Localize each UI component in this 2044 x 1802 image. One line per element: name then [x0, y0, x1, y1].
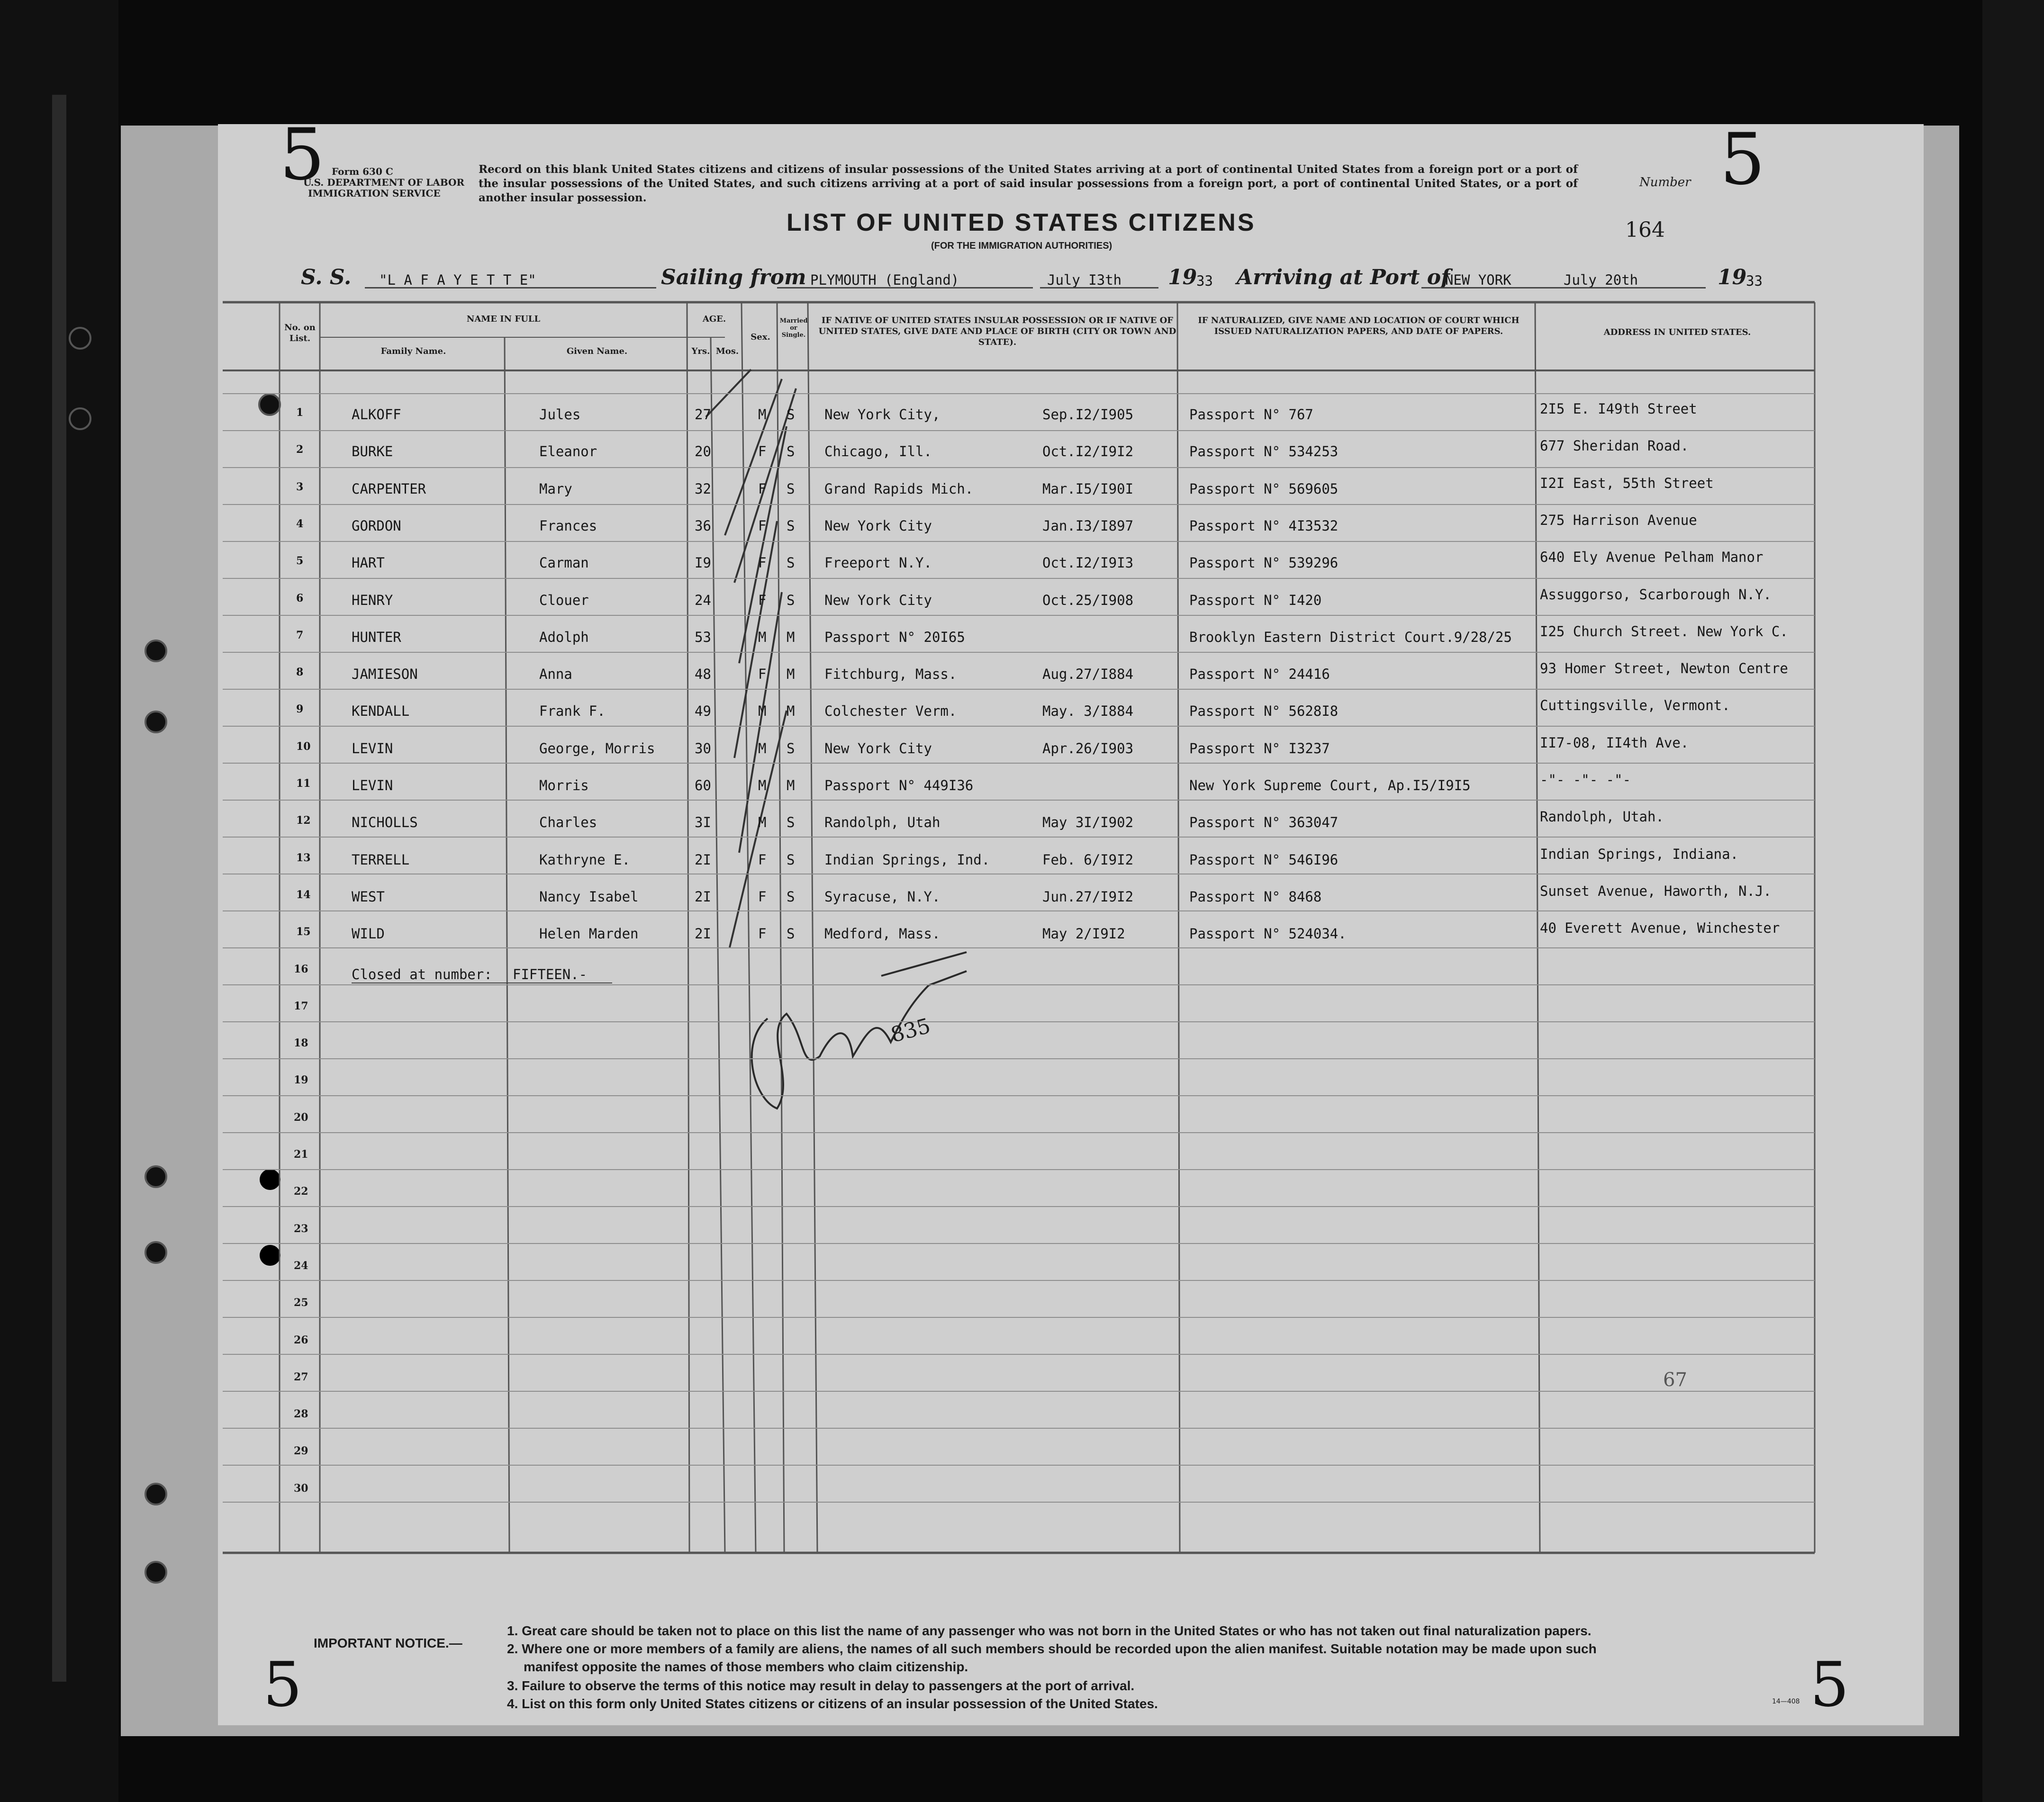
row-rule [223, 652, 1815, 653]
marital-status: M [787, 666, 795, 683]
given-name: Nancy Isabel [539, 888, 639, 905]
birth-date: May 3I/I902 [1042, 814, 1134, 831]
col-address: ADDRESS IN UNITED STATES. [1603, 327, 1751, 337]
form-number-corner: 5 [280, 114, 325, 196]
row-number: 6 [296, 592, 304, 604]
naturalization: Passport N° I3237 [1189, 740, 1330, 757]
marital-status: M [787, 777, 795, 793]
closed-label: Closed at number: [352, 966, 492, 982]
service-label: IMMIGRATION SERVICE [308, 188, 441, 199]
print-code: 14—408 [1772, 1698, 1800, 1705]
birth-place: Fitchburg, Mass. [824, 666, 957, 683]
row-rule [223, 689, 1815, 690]
row-number: 11 [296, 777, 311, 790]
marital-status: S [787, 814, 795, 831]
family-name: ALKOFF [352, 406, 401, 423]
row-number: 18 [294, 1037, 308, 1050]
row-rule [223, 1169, 1815, 1170]
address-line-1: I2I East, 55th Street [1540, 475, 1714, 491]
row-rule [223, 1354, 1815, 1355]
birth-date: Apr.26/I903 [1042, 740, 1134, 757]
marital-status: S [787, 406, 795, 423]
row-number: 12 [296, 814, 311, 827]
row-rule [223, 1502, 1815, 1503]
notice-item-3: 3. Failure to observe the terms of this notice may result in delay to passengers at the port of arrival. [507, 1678, 1135, 1693]
birth-place: Grand Rapids Mich. [824, 480, 974, 497]
row-number: 24 [294, 1259, 308, 1272]
row-rule [223, 1317, 1815, 1318]
given-name: Anna [539, 666, 572, 683]
birth-place: Medford, Mass. [824, 926, 941, 942]
birth-date: Oct.I2/I9I3 [1042, 555, 1134, 571]
sex: F [758, 480, 767, 497]
address-line-1: 640 Ely Avenue Pelham Manor [1540, 549, 1764, 566]
given-name: Adolph [539, 629, 589, 645]
row-rule [223, 1280, 1815, 1281]
naturalization: New York Supreme Court, Ap.I5/I9I5 [1189, 777, 1471, 793]
naturalization: Brooklyn Eastern District Court.9/28/25 [1189, 629, 1512, 645]
row-number: 9 [296, 703, 304, 716]
closed-value: FIFTEEN.- [513, 966, 588, 982]
family-name: HART [352, 555, 385, 571]
given-name: Kathryne E. [539, 851, 631, 868]
family-name: TERRELL [352, 851, 410, 868]
age-years: 30 [695, 740, 711, 757]
row-number: 19 [294, 1074, 308, 1087]
address-line-1: 677 Sheridan Road. [1540, 438, 1689, 454]
row-rule [223, 984, 1815, 985]
arrival-year: 33 [1746, 273, 1763, 289]
birth-place: New York City [824, 517, 932, 534]
row-rule [223, 1021, 1815, 1022]
marital-status: S [787, 888, 795, 905]
row-rule [223, 1058, 1815, 1059]
row-rule [223, 800, 1815, 801]
birth-place: Syracuse, N.Y. [824, 888, 941, 905]
marital-status: S [787, 555, 795, 571]
row-number: 22 [294, 1185, 308, 1198]
col-naturalized: IF NATURALIZED, GIVE NAME AND LOCATION OF COURT WHICH ISSUED NATURALIZATION PAPERS, AND DATE OF PAPERS. [1198, 315, 1519, 336]
given-name: Morris [539, 777, 589, 793]
age-years: 3I [695, 814, 711, 831]
department-label: U.S. DEPARTMENT OF LABOR [303, 177, 465, 188]
address-line-1: Indian Springs, Indiana. [1540, 846, 1739, 862]
row-number: 5 [296, 555, 304, 568]
address-line-1: II7-08, II4th Ave. [1540, 734, 1689, 751]
address-line-1: -"- -"- -"- [1540, 772, 1631, 788]
row-number: 28 [294, 1408, 308, 1421]
row-rule [223, 1391, 1815, 1392]
pencil-mark: 67 [1663, 1369, 1687, 1391]
naturalization: Passport N° 569605 [1189, 480, 1339, 497]
marital-status: S [787, 443, 795, 460]
birth-place: New York City [824, 740, 932, 757]
sex: F [758, 592, 767, 608]
signature-number: 835 [888, 1014, 933, 1047]
row-number: 4 [296, 517, 304, 530]
naturalization: Passport N° 363047 [1189, 814, 1339, 831]
row-number: 14 [296, 888, 311, 901]
corner-number-left: 5 [263, 1649, 302, 1721]
col-name-in-full: NAME IN FULL [466, 314, 541, 324]
family-name: HUNTER [352, 629, 401, 645]
row-number: 17 [294, 1000, 308, 1012]
notice-item-1: 1. Great care should be taken not to place on this list the name of any passenger who was not born in the United States or who has not taken out final naturalization papers. [507, 1623, 1592, 1638]
age-years: 27 [695, 406, 711, 423]
naturalization: Passport N° 546I96 [1189, 851, 1339, 868]
naturalization: Passport N° 8468 [1189, 888, 1322, 905]
notice-item-4: 4. List on this form only United States citizens or citizens of an insular possession of the United States. [507, 1696, 1158, 1711]
sailing-label: Sailing from [661, 265, 806, 289]
from-port: PLYMOUTH (England) [810, 272, 959, 288]
row-rule [223, 467, 1815, 468]
given-name: Helen Marden [539, 926, 639, 942]
address-line-1: Assuggorso, Scarborough N.Y. [1540, 586, 1772, 603]
birth-place: Freeport N.Y. [824, 555, 932, 571]
row-number: 10 [296, 740, 311, 753]
family-name: NICHOLLS [352, 814, 418, 831]
birth-date: May 2/I9I2 [1042, 926, 1125, 942]
given-name: Eleanor [539, 443, 597, 460]
row-rule [223, 504, 1815, 505]
row-number: 21 [294, 1148, 308, 1161]
age-years: I9 [695, 555, 711, 571]
row-rule [223, 615, 1815, 616]
naturalization: Passport N° 5628I8 [1189, 703, 1339, 720]
address-line-1: Randolph, Utah. [1540, 809, 1664, 825]
row-rule [223, 726, 1815, 727]
marital-status: S [787, 480, 795, 497]
birth-date: Sep.I2/I905 [1042, 406, 1134, 423]
sex: M [758, 777, 767, 793]
age-years: 49 [695, 703, 711, 720]
col-married-single: Married or Single. [779, 317, 808, 339]
arrival-date: July 20th [1564, 272, 1638, 288]
row-rule [223, 1243, 1815, 1244]
row-number: 16 [294, 963, 308, 975]
row-number: 20 [294, 1111, 308, 1124]
marital-status: S [787, 926, 795, 942]
address-line-1: Cuttingsville, Vermont. [1540, 697, 1730, 714]
row-rule [223, 910, 1815, 911]
age-years: 32 [695, 480, 711, 497]
notice-heading: IMPORTANT NOTICE.— [314, 1636, 462, 1650]
notice-item-2b: manifest opposite the names of those members who claim citizenship. [524, 1659, 968, 1674]
sex: F [758, 443, 767, 460]
row-rule [223, 1132, 1815, 1133]
page-title: LIST OF UNITED STATES CITIZENS [787, 209, 1256, 236]
naturalization: Passport N° 24416 [1189, 666, 1330, 683]
col-mos: Mos. [715, 346, 739, 356]
row-number: 8 [296, 666, 304, 679]
sex: F [758, 926, 767, 942]
row-number: 3 [296, 480, 304, 493]
marital-status: M [787, 703, 795, 720]
corner-number-right: 5 [1810, 1649, 1849, 1721]
row-number: 27 [294, 1370, 308, 1383]
family-name: KENDALL [352, 703, 410, 720]
birth-place: Colchester Verm. [824, 703, 957, 720]
birth-place: Chicago, Ill. [824, 443, 932, 460]
address-line-1: 40 Everett Avenue, Winchester [1540, 920, 1780, 937]
birth-place: Passport N° 449I36 [824, 777, 974, 793]
naturalization: Passport N° I420 [1189, 592, 1322, 608]
handwritten-page-number: 164 [1625, 218, 1665, 242]
age-years: 36 [695, 517, 711, 534]
birth-date: Mar.I5/I90I [1042, 480, 1134, 497]
notice-item-2: 2. Where one or more members of a family are aliens, the names of all such members should be recorded upon the alien manifest. Suitable notation may be made upon such [507, 1641, 1597, 1656]
sail-year: 33 [1196, 273, 1213, 289]
naturalization: Passport N° 534253 [1189, 443, 1339, 460]
sex: M [758, 703, 767, 720]
row-rule [223, 393, 1815, 394]
row-rule [223, 541, 1815, 542]
given-name: Frances [539, 517, 597, 534]
age-years: 53 [695, 629, 711, 645]
age-years: 2I [695, 851, 711, 868]
sex: F [758, 888, 767, 905]
family-name: WILD [352, 926, 385, 942]
col-birth: IF NATIVE OF UNITED STATES INSULAR POSSESSION OR IF NATIVE OF UNITED STATES, GIVE DATE AND PLACE OF BIRTH (CITY OR TOWN AND STATE). [818, 315, 1176, 347]
sex: M [758, 406, 767, 423]
age-years: 2I [695, 888, 711, 905]
marital-status: S [787, 517, 795, 534]
number-label: Number [1639, 175, 1691, 189]
given-name: Frank F. [539, 703, 606, 720]
row-rule [223, 430, 1815, 431]
address-line-1: 2I5 E. I49th Street [1540, 401, 1697, 417]
sex: F [758, 555, 767, 571]
age-years: 20 [695, 443, 711, 460]
form-code: Form 630 C [332, 166, 393, 177]
col-no: No. on List. [284, 323, 316, 343]
age-years: 24 [695, 592, 711, 608]
family-name: WEST [352, 888, 385, 905]
naturalization: Passport N° 4I3532 [1189, 517, 1339, 534]
row-number: 30 [294, 1482, 308, 1495]
sex: F [758, 517, 767, 534]
sex: M [758, 740, 767, 757]
birth-date: May. 3/I884 [1042, 703, 1134, 720]
row-rule [223, 947, 1815, 948]
marital-status: S [787, 592, 795, 608]
row-rule [223, 1465, 1815, 1466]
col-family-name: Family Name. [380, 346, 446, 356]
given-name: Carman [539, 555, 589, 571]
birth-place: New York City [824, 592, 932, 608]
row-rule [223, 837, 1815, 838]
address-line-1: I25 Church Street. New York C. [1540, 623, 1788, 640]
row-number: 2 [296, 443, 304, 456]
family-name: LEVIN [352, 777, 393, 793]
birth-place: New York City, [824, 406, 941, 423]
age-years: 2I [695, 926, 711, 942]
number-value: 5 [1720, 118, 1765, 201]
naturalization: Passport N° 524034. [1189, 926, 1347, 942]
birth-date: Feb. 6/I9I2 [1042, 851, 1134, 868]
row-rule [223, 1206, 1815, 1207]
col-age: AGE. [702, 314, 726, 324]
instructions-text: Record on this blank United States citizens and citizens of insular possessions of the United States arriving at a port of continental United States from a foreign port or a port of the insular possessions of the United States, and such citizens arriving at a port of said insular possessions from a foreign port, a port of continental United States, or a port of another insular possession. [479, 163, 1578, 204]
birth-place: Passport N° 20I65 [824, 629, 965, 645]
arrival-port: NEW YORK [1445, 272, 1511, 288]
birth-date: Oct.I2/I9I2 [1042, 443, 1134, 460]
row-number: 23 [294, 1222, 308, 1235]
row-number: 1 [296, 406, 304, 419]
row-rule [223, 1095, 1815, 1096]
col-yrs: Yrs. [691, 346, 710, 356]
row-number: 15 [296, 926, 311, 938]
ss-label: S. S. [301, 265, 352, 289]
row-rule [223, 763, 1815, 764]
row-number: 25 [294, 1297, 308, 1309]
birth-date: Jan.I3/I897 [1042, 517, 1134, 534]
marital-status: S [787, 851, 795, 868]
family-name: JAMIESON [352, 666, 418, 683]
sail-year-prefix: 19 [1168, 265, 1197, 289]
family-name: GORDON [352, 517, 401, 534]
birth-date: Jun.27/I9I2 [1042, 888, 1134, 905]
naturalization: Passport N° 539296 [1189, 555, 1339, 571]
sex: F [758, 851, 767, 868]
sex: M [758, 629, 767, 645]
row-rule [223, 1428, 1815, 1429]
row-number: 26 [294, 1333, 308, 1346]
arrival-year-prefix: 19 [1718, 265, 1747, 289]
row-number: 29 [294, 1445, 308, 1458]
given-name: George, Morris [539, 740, 655, 757]
family-name: CARPENTER [352, 480, 426, 497]
age-years: 48 [695, 666, 711, 683]
ship-name: "L A F A Y E T T E" [379, 272, 536, 288]
family-name: HENRY [352, 592, 393, 608]
age-years: 60 [695, 777, 711, 793]
birth-place: Randolph, Utah [824, 814, 941, 831]
sail-date: July I3th [1047, 272, 1122, 288]
given-name: Jules [539, 406, 581, 423]
sex: F [758, 666, 767, 683]
given-name: Charles [539, 814, 597, 831]
birth-date: Oct.25/I908 [1042, 592, 1134, 608]
family-name: BURKE [352, 443, 393, 460]
birth-place: Indian Springs, Ind. [824, 851, 990, 868]
arriving-label: Arriving at Port of [1237, 265, 1450, 289]
col-given-name: Given Name. [566, 346, 628, 356]
birth-date: Aug.27/I884 [1042, 666, 1134, 683]
naturalization: Passport N° 767 [1189, 406, 1313, 423]
page-subtitle: (FOR THE IMMIGRATION AUTHORITIES) [931, 241, 1112, 251]
family-name: LEVIN [352, 740, 393, 757]
row-number: 13 [296, 851, 311, 864]
row-number: 7 [296, 629, 304, 641]
row-rule [223, 578, 1815, 579]
sex: M [758, 814, 767, 831]
given-name: Clouer [539, 592, 589, 608]
address-line-1: Sunset Avenue, Haworth, N.J. [1540, 883, 1772, 899]
col-sex: Sex. [751, 332, 770, 342]
given-name: Mary [539, 480, 572, 497]
address-line-1: 275 Harrison Avenue [1540, 512, 1697, 528]
marital-status: M [787, 629, 795, 645]
address-line-1: 93 Homer Street, Newton Centre [1540, 660, 1788, 677]
marital-status: S [787, 740, 795, 757]
